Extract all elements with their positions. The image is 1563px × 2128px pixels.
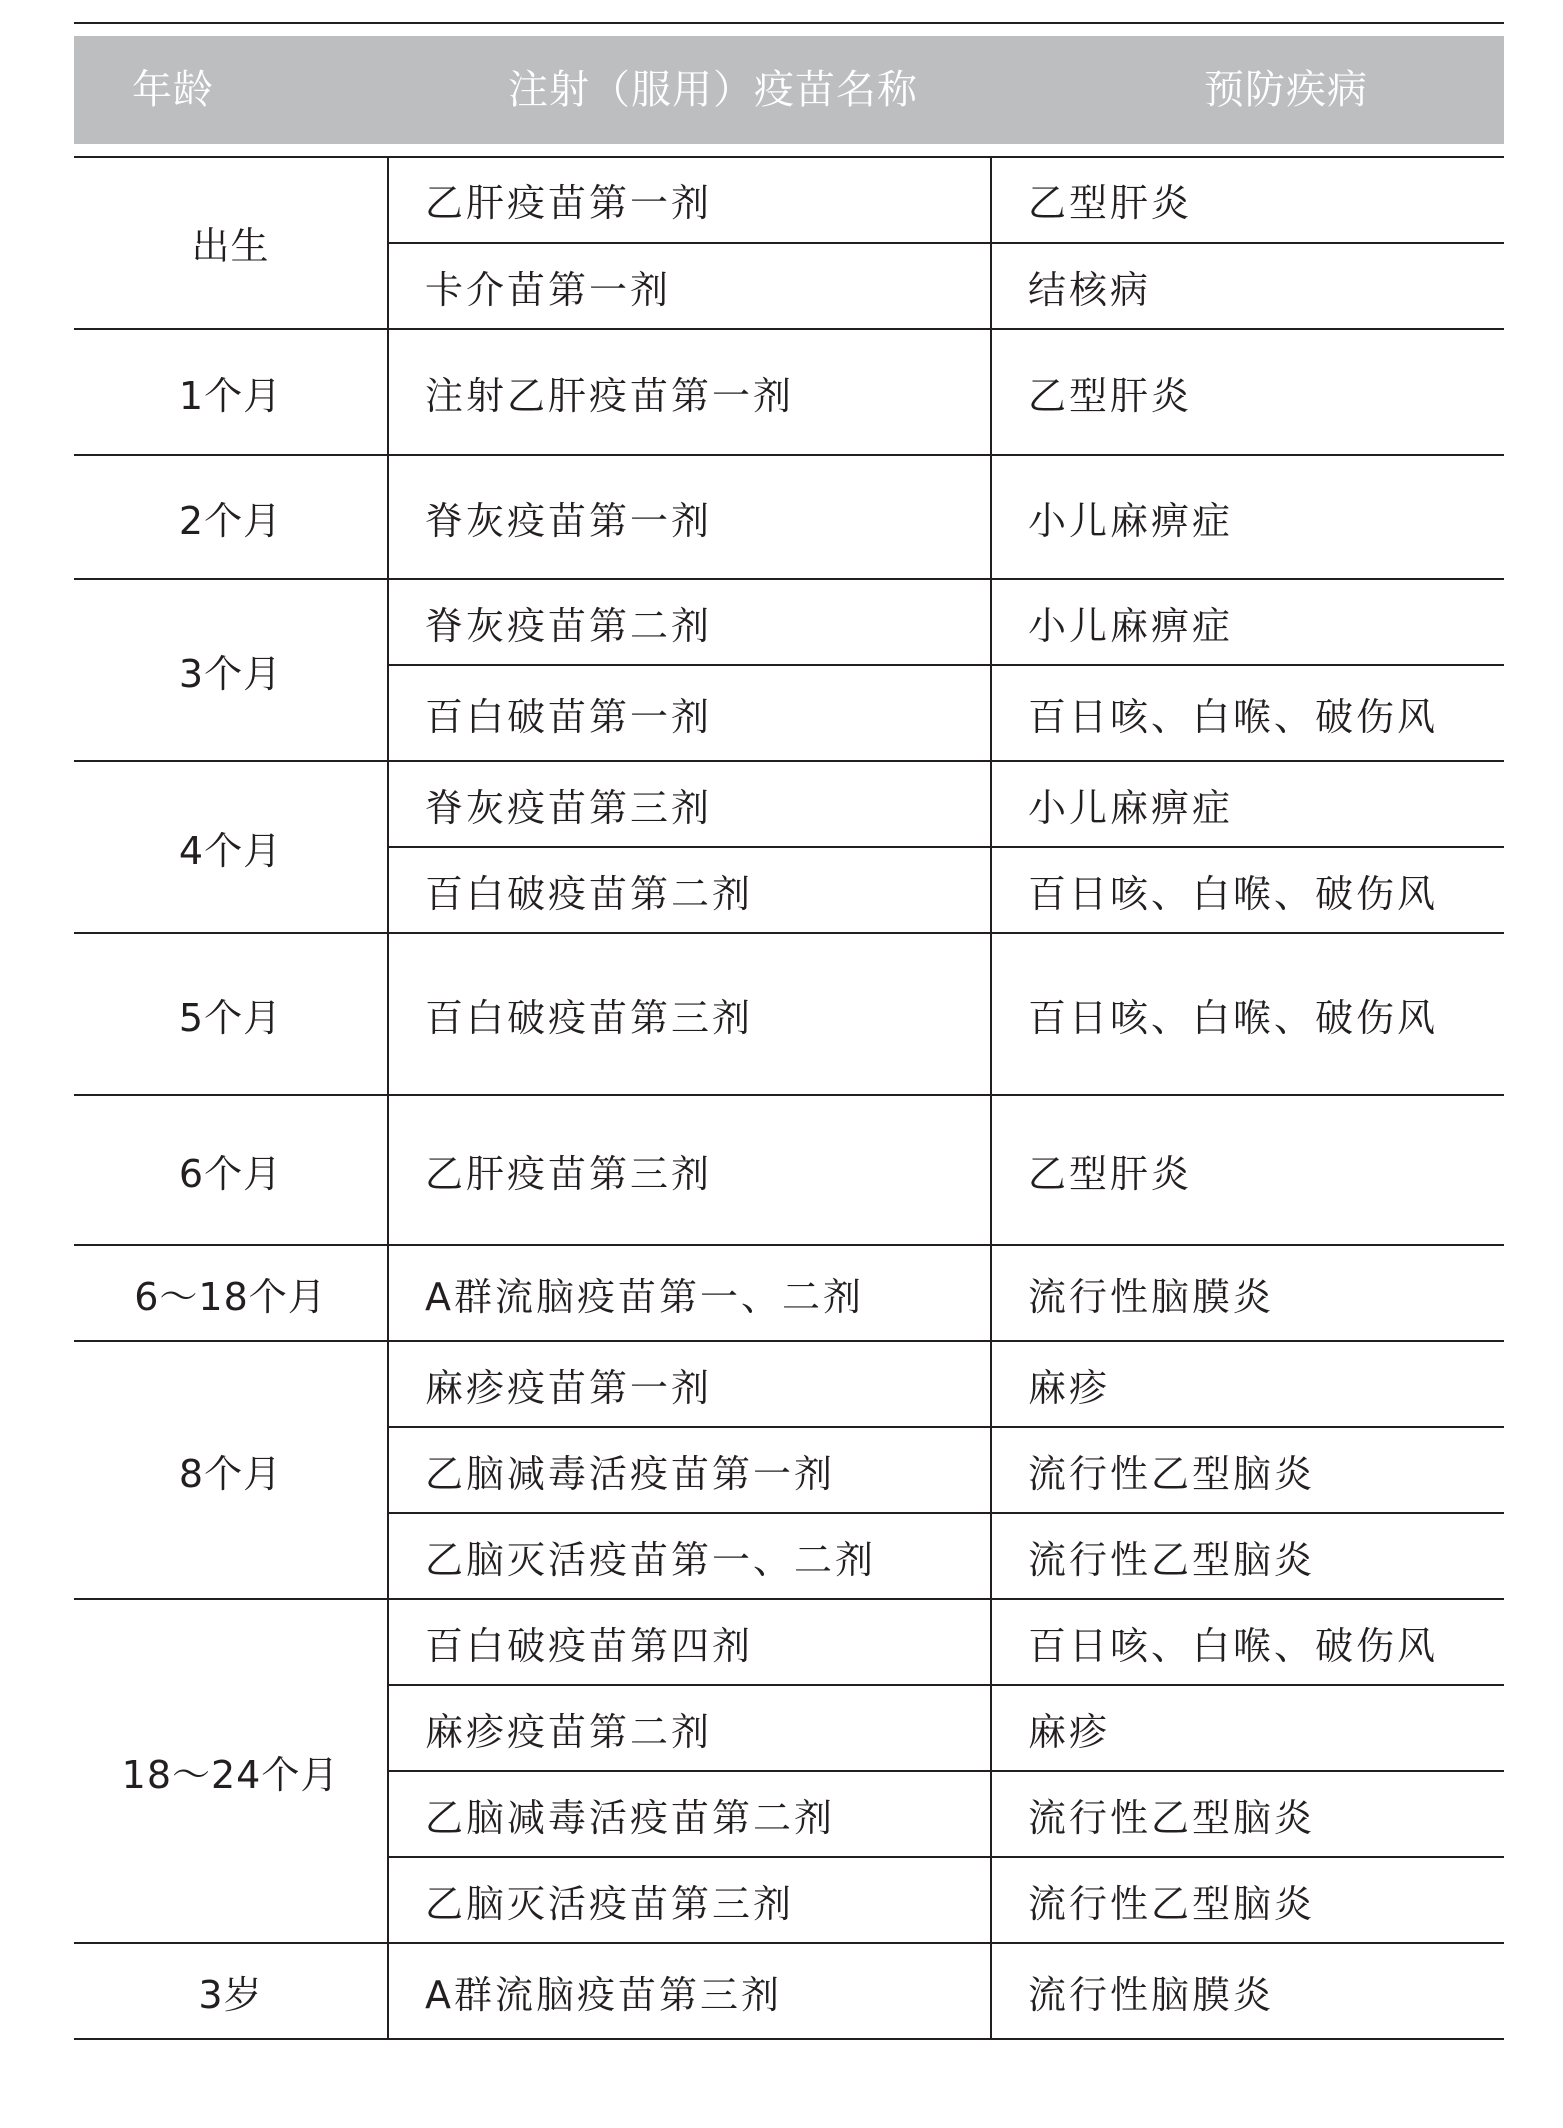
top-rule [74,22,1504,24]
disease-cell: 乙型肝炎 [991,157,1504,243]
vaccine-cell: 麻疹疫苗第一剂 [388,1341,991,1427]
header-disease: 预防疾病 [1204,67,1368,113]
vaccine-cell: 百白破疫苗第三剂 [388,933,991,1095]
disease-cell: 流行性乙型脑炎 [991,1857,1504,1943]
disease-cell: 百日咳、白喉、破伤风 [991,1599,1504,1685]
disease-cell: 结核病 [991,243,1504,329]
table-row [74,579,1504,665]
header-vaccine: 注射（服用）疫苗名称 [508,67,918,113]
age-cell: 2个月 [74,455,388,579]
table-row [74,933,1504,1095]
vaccine-cell: 脊灰疫苗第三剂 [388,761,991,847]
vaccine-cell: 卡介苗第一剂 [388,243,991,329]
table-row [74,1245,1504,1341]
vaccine-cell: 乙脑减毒活疫苗第一剂 [388,1427,991,1513]
vaccine-cell: 脊灰疫苗第二剂 [388,579,991,665]
age-cell: 8个月 [74,1341,388,1599]
vaccine-cell: A群流脑疫苗第三剂 [388,1943,991,2039]
table-row [74,1943,1504,2039]
vaccine-cell: 脊灰疫苗第一剂 [388,455,991,579]
vaccine-cell: 乙肝疫苗第一剂 [388,157,991,243]
disease-cell: 流行性乙型脑炎 [991,1513,1504,1599]
table-row [74,329,1504,455]
schedule-table [74,157,1504,2040]
disease-cell: 乙型肝炎 [991,329,1504,455]
table-row [74,1341,1504,1427]
disease-cell: 百日咳、白喉、破伤风 [991,665,1504,761]
age-cell: 3个月 [74,579,388,761]
table-row [74,157,1504,243]
vaccine-cell: 乙脑灭活疫苗第一、二剂 [388,1513,991,1599]
disease-cell: 流行性乙型脑炎 [991,1771,1504,1857]
table-row [74,761,1504,847]
disease-cell: 麻疹 [991,1341,1504,1427]
header-age: 年龄 [132,67,214,113]
disease-cell: 流行性脑膜炎 [991,1943,1504,2039]
disease-cell: 小儿麻痹症 [991,455,1504,579]
vaccine-cell: 百白破苗第一剂 [388,665,991,761]
age-cell: 18～24个月 [74,1599,388,1943]
vaccine-cell: 百白破疫苗第四剂 [388,1599,991,1685]
age-cell: 1个月 [74,329,388,455]
disease-cell: 麻疹 [991,1685,1504,1771]
vaccine-cell: 注射乙肝疫苗第一剂 [388,329,991,455]
disease-cell: 乙型肝炎 [991,1095,1504,1245]
disease-cell: 流行性脑膜炎 [991,1245,1504,1341]
vaccine-cell: 百白破疫苗第二剂 [388,847,991,933]
disease-cell: 百日咳、白喉、破伤风 [991,933,1504,1095]
age-cell: 6个月 [74,1095,388,1245]
age-cell: 3岁 [74,1943,388,2039]
disease-cell: 百日咳、白喉、破伤风 [991,847,1504,933]
age-cell: 出生 [74,157,388,329]
age-cell: 6～18个月 [74,1245,388,1341]
disease-cell: 小儿麻痹症 [991,579,1504,665]
age-cell: 5个月 [74,933,388,1095]
age-cell: 4个月 [74,761,388,933]
vaccine-cell: 乙脑减毒活疫苗第二剂 [388,1771,991,1857]
vaccine-cell: 乙脑灭活疫苗第三剂 [388,1857,991,1943]
table-header [74,36,1504,144]
vaccine-cell: 麻疹疫苗第二剂 [388,1685,991,1771]
table-row [74,1599,1504,1685]
disease-cell: 小儿麻痹症 [991,761,1504,847]
disease-cell: 流行性乙型脑炎 [991,1427,1504,1513]
table-row [74,455,1504,579]
table-row [74,1095,1504,1245]
vaccine-cell: 乙肝疫苗第三剂 [388,1095,991,1245]
vaccine-cell: A群流脑疫苗第一、二剂 [388,1245,991,1341]
